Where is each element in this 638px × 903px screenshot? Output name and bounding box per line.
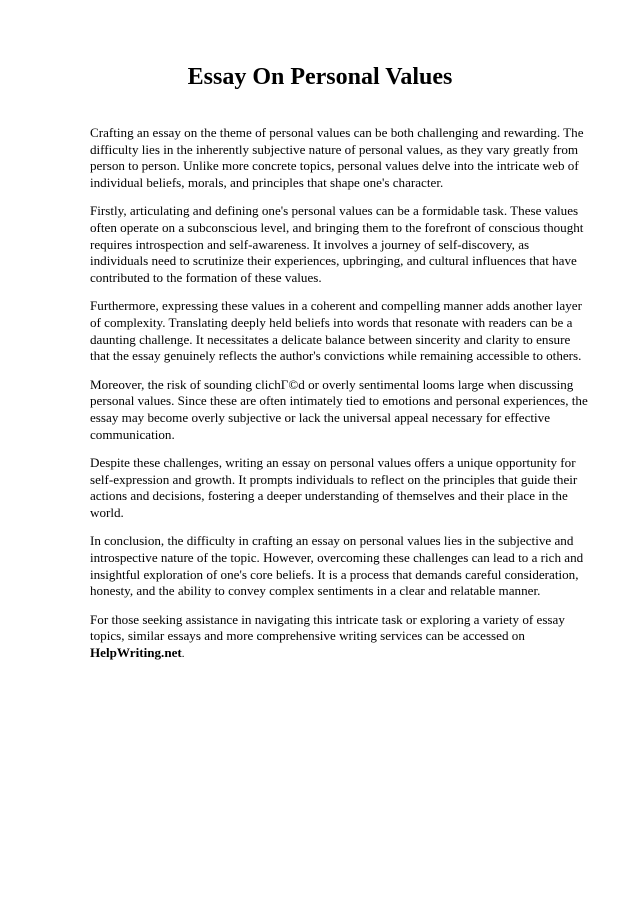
paragraph-furthermore: Furthermore, expressing these values in a coherent and compelling manner adds another layer of complexity. Translating deeply held beliefs into words that resonate with readers can be a daunting challenge. It necessitates a delicate balance between sincerity and clarity to ensure that the essay genuinely reflects the author's convictions while remaining accessible to others. <box>90 298 582 364</box>
closing-text: For those seeking assistance in navigating this intricate task or exploring a variety of essay topics, similar essays and more comprehensive writing services can be accessed on <box>90 611 565 644</box>
paragraph-conclusion: In conclusion, the difficulty in crafting an essay on personal values lies in the subjective and introspective nature of the topic. However, overcoming these challenges can lead to a rich and insightful exploration of one's core beliefs. It is a process that demands careful consideration, honesty, and the ability to convey complex sentiments in a clear and relatable manner. <box>90 533 584 599</box>
paragraph-intro: Crafting an essay on the theme of personal values can be both challenging and rewarding. The difficulty lies in the inherently subjective nature of personal values, as they vary greatly from person to person. Unlike more concrete topics, personal values delve into the intricate web of individual beliefs, morals, and principles that shape one's character. <box>90 125 584 190</box>
helpwriting-link[interactable]: HelpWriting.net <box>90 645 182 661</box>
paragraph-closing <box>90 612 590 663</box>
closing-suffix: . <box>181 648 185 661</box>
paragraph-moreover: Moreover, the risk of sounding clichГ©d or overly sentimental looms large when discussing personal values. Since these are often intimately tied to emotions and personal experiences, the essay may become overly subjective or lack the universal appeal necessary for effective communication. <box>90 376 588 442</box>
paragraph-firstly: Firstly, articulating and defining one's personal values can be a formidable task. These values often operate on a subconscious level, and bringing them to the forefront of conscious thought requires introspection and self-awareness. It involves a journey of self-discovery, as individuals need to scrutinize their experiences, upbringing, and cultural influences that have contributed to the formation of these values. <box>90 203 584 285</box>
paragraph-despite: Despite these challenges, writing an essay on personal values offers a unique opportunity for self-expression and growth. It prompts individuals to reflect on the principles that guide their actions and decisions, fostering a deeper understanding of themselves and their place in the world. <box>90 455 578 520</box>
document-title: Essay On Personal Values <box>187 64 453 90</box>
